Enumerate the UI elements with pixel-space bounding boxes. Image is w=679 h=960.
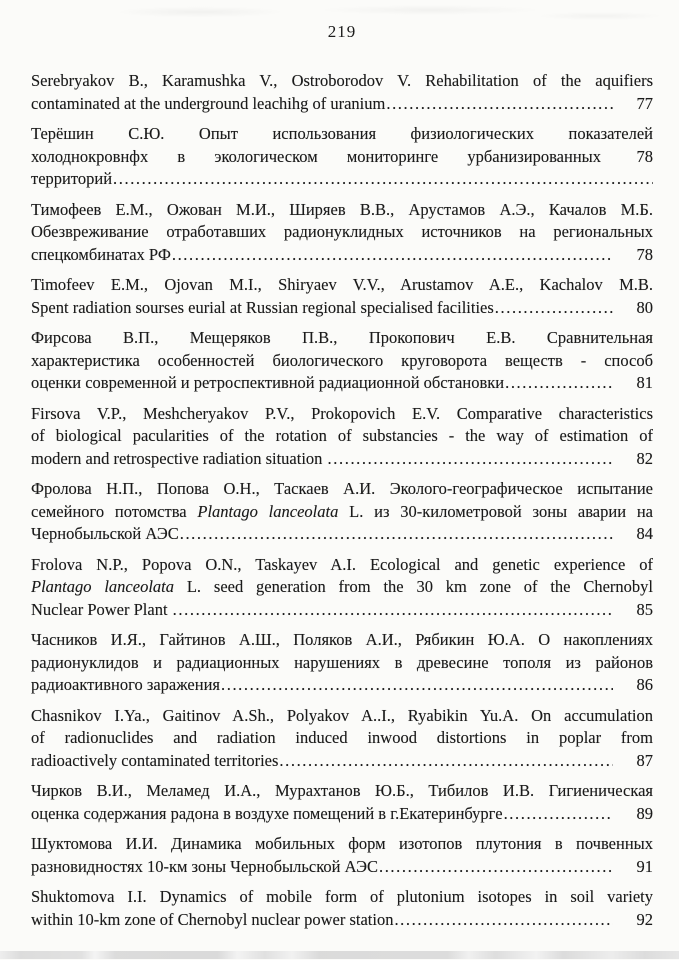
entry-line (31, 297, 653, 320)
dot-leader (504, 803, 613, 826)
entry-text (31, 856, 378, 879)
text-segment: спецкомбинатах РФ (31, 244, 171, 264)
text-segment: Обезвреживание отработавших радионуклидных источников на региональных (31, 222, 653, 241)
text-segment: Serebryakov B., Karamushka V., Ostroborodov V. Rehabilitation of the aquifiers (31, 71, 653, 90)
entry-line (31, 705, 653, 728)
entry-line (31, 727, 653, 750)
entry-text (31, 146, 601, 169)
text-segment: Frolova N.P., Popova O.N., Taskayev A.I. Ecological and genetic experience of (31, 554, 653, 574)
entry-line (31, 501, 653, 524)
text-segment: Spent radiation sourses eurial at Russian regional specialised facilities (31, 297, 494, 317)
text-segment: Чирков В.И., Меламед И.А., Мурахтанов Ю.Б., Тибилов И.В. Гигиеническая (31, 781, 653, 800)
entry-line (31, 523, 653, 546)
entry-text (31, 653, 653, 672)
entry-text (31, 222, 653, 241)
toc-entry (31, 554, 653, 622)
entry-text (31, 351, 653, 370)
entry-text (31, 577, 653, 596)
entry-line (31, 478, 653, 501)
entry-line (31, 327, 653, 350)
text-segment: contaminated at the underground leachihg of uranium (31, 93, 386, 113)
entry-line (31, 554, 653, 577)
toc-entry (31, 780, 653, 825)
text-segment: радиоактивного заражения (31, 675, 220, 694)
page-ref: 78 (636, 244, 653, 264)
text-segment: Nuclear Power Plant (31, 599, 172, 619)
entry-line (31, 652, 653, 675)
entry-line (31, 372, 653, 395)
entry-line (31, 448, 653, 471)
page-ref: 80 (636, 297, 653, 317)
entry-text (31, 479, 653, 498)
text-segment: Шуктомова И.И. Динамика мобильных форм изотопов плутония в почвенных (31, 834, 653, 853)
text-segment: Фролова Н.П., Попова О.Н., Таскаев А.И. Эколого-географическое испытание (31, 479, 653, 498)
entry-line (31, 750, 653, 773)
species-name-italic: Plantago lanceolata (197, 501, 339, 521)
text-segment: modern and retrospective radiation situation (31, 448, 327, 468)
page-ref: 78 (636, 146, 653, 166)
text-segment: of biological pacularities of the rotation of substancies - the way of estimation of (31, 426, 653, 445)
text-segment: оценки современной и ретроспективной радиационной обстановки (31, 373, 505, 392)
page-ref: 84 (636, 524, 653, 543)
text-segment: within 10-km zone of Chernobyl nuclear power station (31, 909, 394, 929)
entry-text (31, 781, 653, 800)
page-ref: 81 (636, 373, 653, 392)
entry-line (31, 886, 653, 909)
entry-text (31, 93, 385, 116)
entry-line (31, 629, 653, 652)
text-segment: Chasnikov I.Ya., Gaitinov A.Sh., Polyakov A..I., Ryabikin Yu.A. On accumulation (31, 705, 653, 725)
toc-entry (31, 70, 653, 115)
entry-text (31, 297, 494, 320)
page-ref: 91 (636, 856, 653, 876)
dot-leader (172, 244, 613, 267)
text-segment: Фирсова В.П., Мещеряков П.В., Прокопович Е.В. Сравнительная (31, 328, 653, 347)
entry-line (31, 833, 653, 856)
text-segment: разновидностях 10-км зоны Чернобыльской АЭС (31, 856, 378, 876)
species-name-italic: Plantago lanceolata (31, 577, 174, 596)
entry-text (31, 750, 278, 773)
dot-leader (505, 372, 613, 395)
dot-leader (328, 448, 613, 471)
text-segment: L. seed generation from the 30 km zone of the Chernobyl (174, 577, 653, 596)
entry-text (31, 244, 171, 267)
entry-text (31, 275, 653, 294)
toc-entry (31, 886, 653, 931)
dot-leader (113, 168, 653, 191)
entry-line (31, 168, 653, 191)
entry-text (31, 674, 220, 697)
entry-text (31, 168, 112, 191)
toc-entry (31, 403, 653, 471)
entry-text (31, 426, 653, 445)
text-segment: Часников И.Я., Гайтинов А.Ш., Поляков А.И., Рябикин Ю.А. О накоплениях (31, 630, 653, 649)
text-segment: семейного потомства (31, 501, 198, 521)
entry-line (31, 221, 653, 244)
toc (31, 70, 653, 931)
entry-line (31, 146, 653, 169)
entry-line (31, 780, 653, 803)
entry-line (31, 350, 653, 373)
toc-entry (31, 478, 653, 546)
page-ref: 87 (636, 750, 653, 770)
entry-text (31, 502, 653, 521)
dot-leader (495, 297, 613, 320)
text-segment: Чернобыльской АЭС (31, 524, 179, 543)
text-segment: of radionuclides and radiation induced inwood distortions in poplar from (31, 728, 653, 747)
entry-text (31, 630, 653, 649)
text-segment: территорий (31, 169, 113, 188)
text-segment: радионуклидов и радиационных нарушениях в древесине тополя из районов (31, 652, 653, 672)
dot-leader (386, 93, 613, 116)
entry-line (31, 425, 653, 448)
page-ref: 89 (636, 803, 653, 823)
entry-text (31, 448, 327, 471)
toc-entry (31, 123, 653, 191)
entry-text (31, 706, 653, 725)
entry-line (31, 274, 653, 297)
toc-entry (31, 833, 653, 878)
entry-text (31, 523, 179, 546)
entry-line (31, 199, 653, 222)
page-ref: 86 (636, 675, 653, 694)
text-segment: оценка содержания радона в воздухе помещений в г.Екатеринбурге (31, 803, 503, 823)
page-ref: 82 (636, 448, 653, 468)
text-segment: L. из 30-километровой зоны аварии на (338, 501, 653, 521)
entry-text (31, 834, 653, 853)
entry-line (31, 70, 653, 93)
entry-line (31, 803, 653, 826)
entry-line (31, 909, 653, 932)
entry-text (31, 599, 172, 622)
page-number-header: 219 (327, 22, 357, 41)
text-segment: Тимофеев Е.М., Ожован М.И., Ширяев В.В., Арустамов А.Э., Качалов М.Б. (31, 199, 653, 219)
entry-text (31, 124, 653, 143)
text-segment: Timofeev E.M., Ojovan M.I., Shiryaev V.V., Arustamov A.E., Kachalov M.B. (31, 275, 653, 294)
entry-text (31, 555, 653, 574)
entry-line (31, 93, 653, 116)
text-segment: холоднокровнфх в экологическом мониторинге урбанизированных (31, 146, 601, 166)
toc-entry (31, 274, 653, 319)
entry-line (31, 856, 653, 879)
dot-leader (279, 750, 613, 773)
entry-text (31, 372, 504, 395)
text-segment: Shuktomova I.I. Dynamics of mobile form of plutonium isotopes in soil variety (31, 887, 653, 906)
entry-text (31, 404, 653, 423)
page-ref: 77 (636, 93, 653, 113)
page-ref: 85 (636, 599, 653, 619)
entry-text (31, 909, 393, 932)
toc-entry (31, 199, 653, 267)
entry-line (31, 403, 653, 426)
entry-line (31, 576, 653, 599)
dot-leader (180, 523, 613, 546)
entry-text (31, 200, 653, 219)
dot-leader (173, 599, 613, 622)
scan-artifact-bar (0, 951, 679, 959)
text-segment: radioactively contaminated territories (31, 750, 279, 770)
page-ref: 92 (636, 909, 653, 929)
entry-line (31, 244, 653, 267)
entry-text (31, 728, 653, 747)
entry-text (31, 803, 503, 826)
entry-line (31, 674, 653, 697)
text-segment: характеристика особенностей биологического круговорота веществ - способ (31, 350, 653, 370)
text-segment: Firsova V.P., Meshcheryakov P.V., Prokopovich E.V. Comparative characteristics (31, 403, 653, 423)
toc-entry (31, 629, 653, 697)
entry-text (31, 328, 653, 347)
entry-text (31, 71, 653, 90)
dot-leader (394, 909, 613, 932)
toc-entry (31, 327, 653, 395)
entry-text (31, 887, 653, 906)
dot-leader (221, 674, 613, 697)
entry-line (31, 123, 653, 146)
text-segment: Терёшин С.Ю. Опыт использования физиологических показателей (31, 124, 653, 143)
entry-line (31, 599, 653, 622)
toc-entry (31, 705, 653, 773)
dot-leader (379, 856, 613, 879)
